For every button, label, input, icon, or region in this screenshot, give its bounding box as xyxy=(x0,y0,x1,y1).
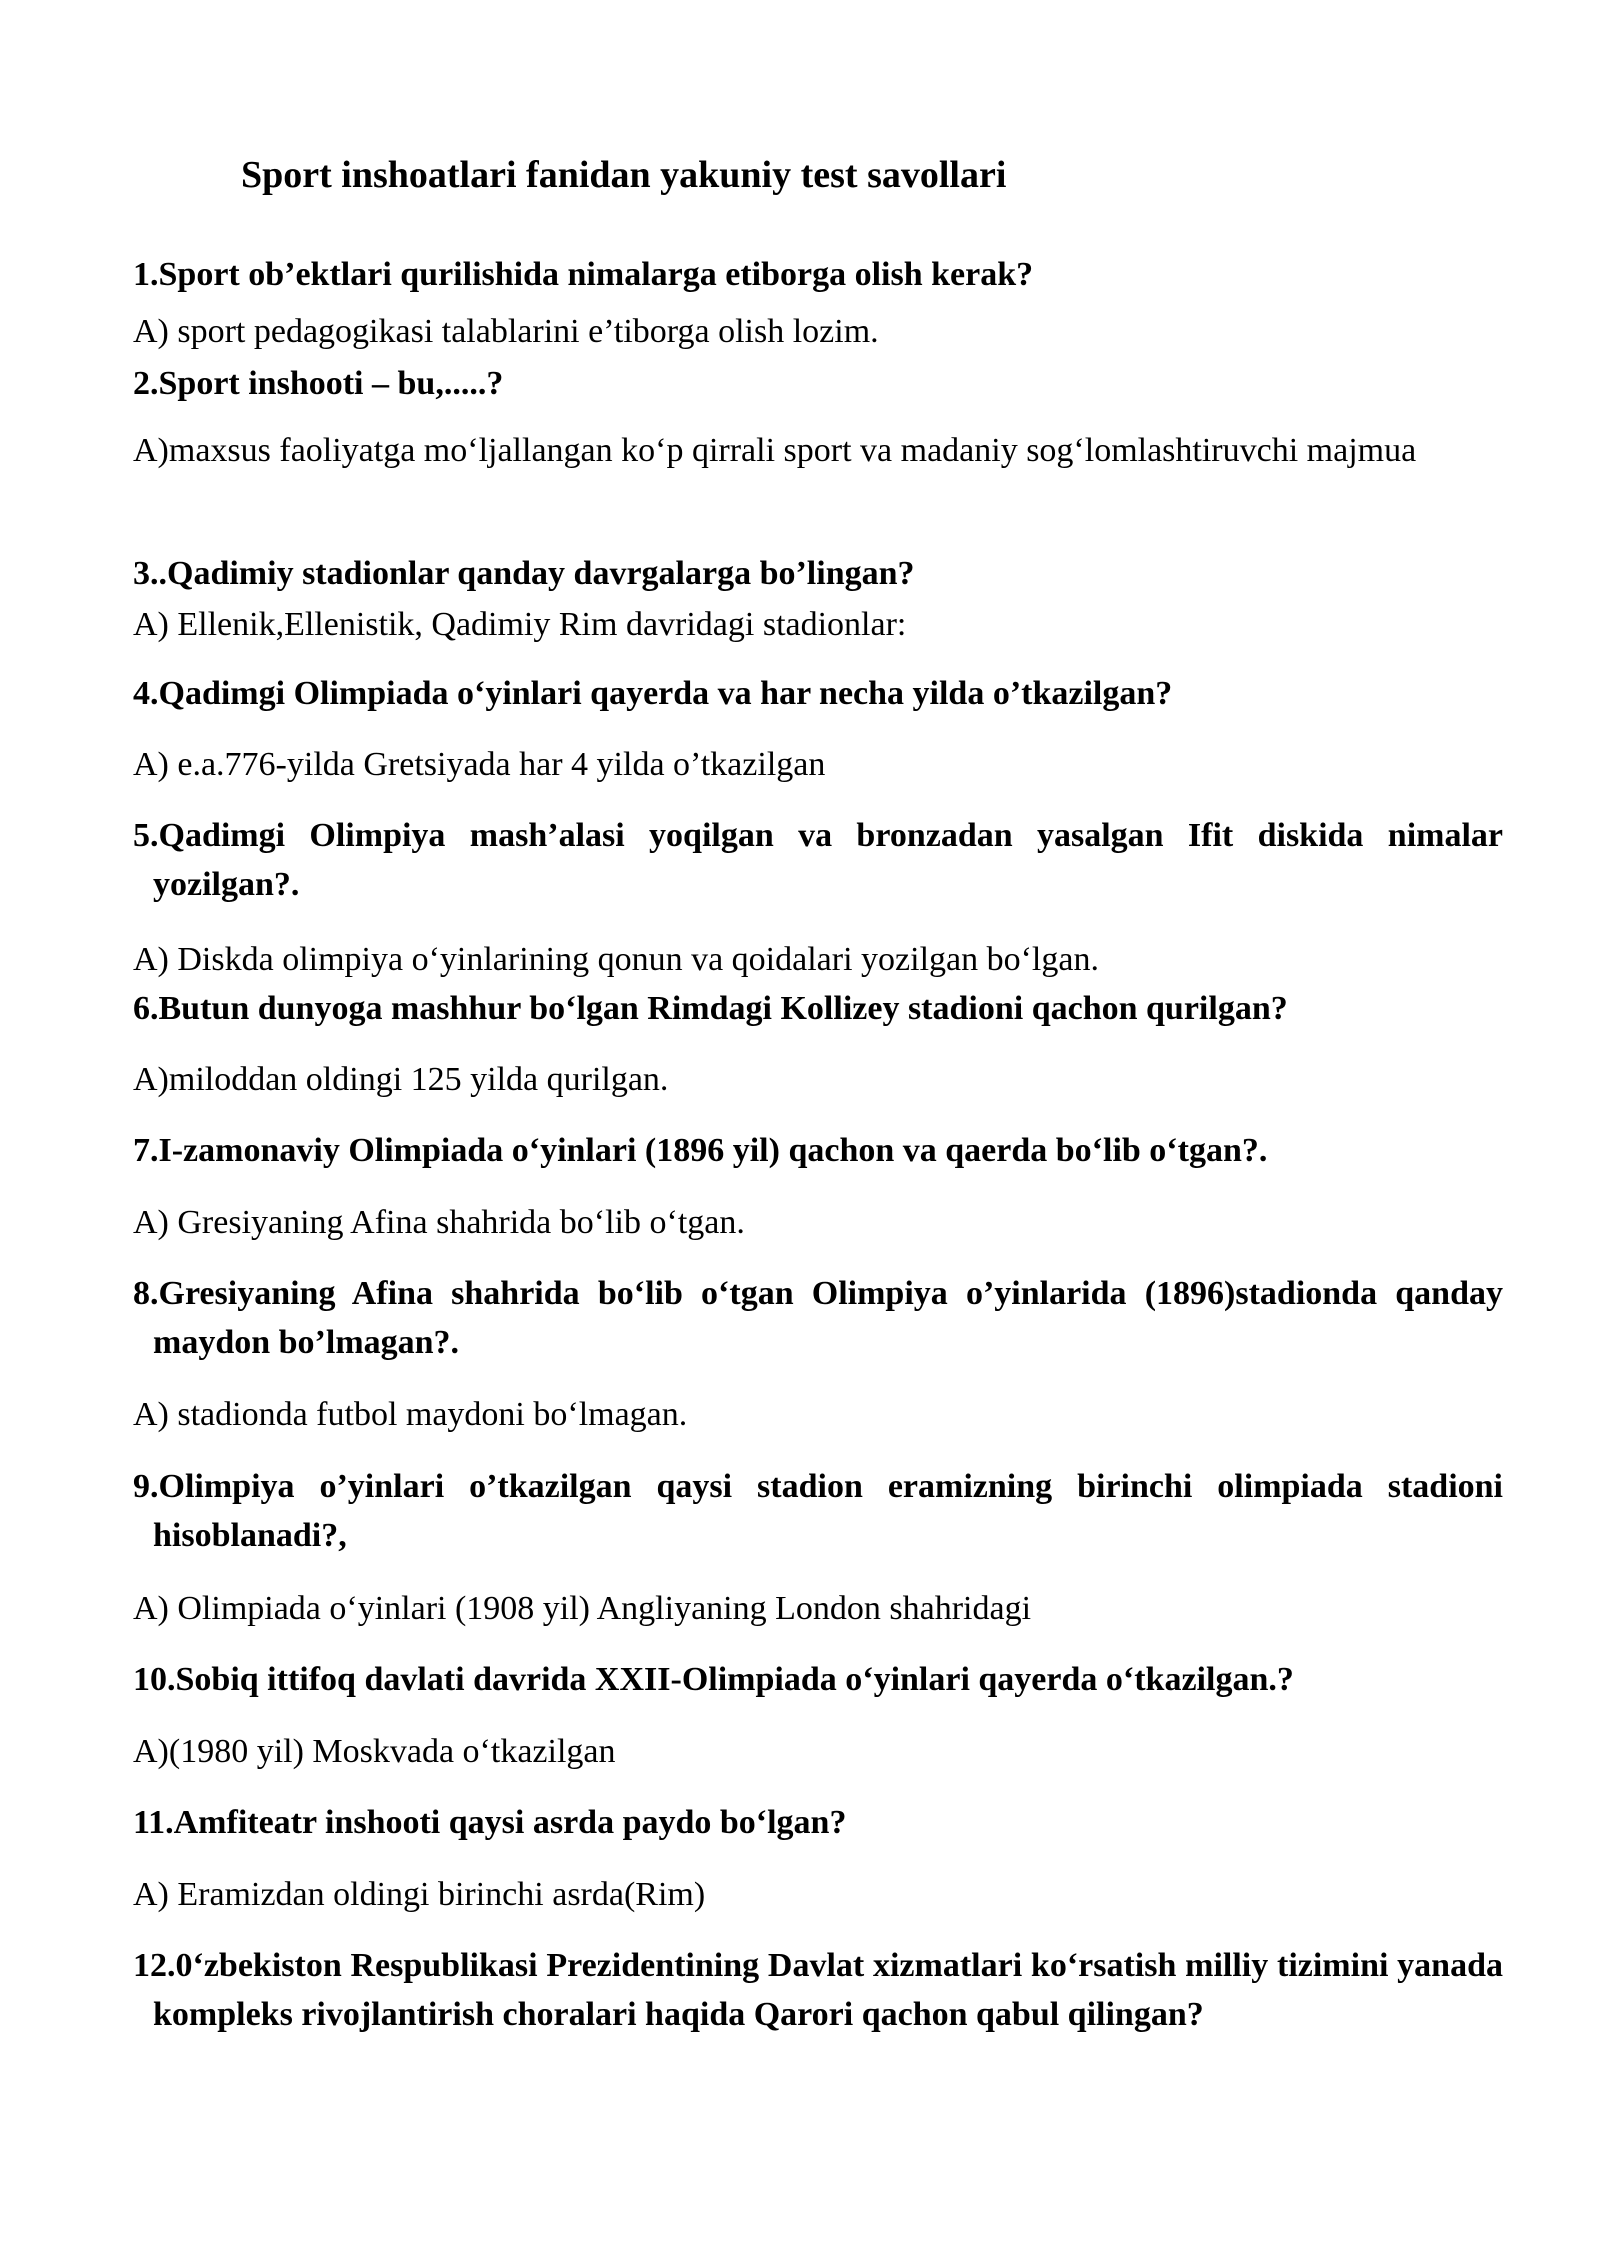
question-8: 8.Gresiyaning Afina shahrida bo‘lib o‘tgan Olimpiya o’yinlarida (1896)stadionda qanday maydon bo’lmagan?. xyxy=(133,1275,1503,1361)
question-9: 9.Olimpiya o’yinlari o’tkazilgan qaysi stadion eramizning birinchi olimpiada stadioni hisoblanadi?, xyxy=(133,1468,1503,1554)
answer-2: A)maxsus faoliyatga mo‘ljallangan ko‘p qirrali sport va madaniy sog‘lomlashtiruvchi majmua xyxy=(133,432,1417,469)
answer-11: A) Eramizdan oldingi birinchi asrda(Rim) xyxy=(133,1876,706,1913)
answer-4: A) e.a.776-yilda Gretsiyada har 4 yilda o’tkazilgan xyxy=(133,746,826,783)
question-12: 12.0‘zbekiston Respublikasi Prezidentining Davlat xizmatlari ko‘rsatish milliy tizimini yanada kompleks rivojlantirish choralari haqida Qarori qachon qabul qilingan? xyxy=(133,1947,1503,2033)
question-11: 11.Amfiteatr inshooti qaysi asrda paydo bo‘lgan? xyxy=(133,1804,847,1841)
answer-9: A) Olimpiada o‘yinlari (1908 yil) Angliyaning London shahridagi xyxy=(133,1590,1032,1627)
answer-10: A)(1980 yil) Moskvada o‘tkazilgan xyxy=(133,1733,616,1770)
question-3: 3..Qadimiy stadionlar qanday davrgalarga bo’lingan? xyxy=(133,555,915,592)
answer-3: A) Ellenik,Ellenistik, Qadimiy Rim davridagi stadionlar: xyxy=(133,606,907,643)
document-title: Sport inshoatlari fanidan yakuniy test savollari xyxy=(241,154,1007,196)
answer-7: A) Gresiyaning Afina shahrida bo‘lib o‘tgan. xyxy=(133,1204,745,1241)
question-10: 10.Sobiq ittifoq davlati davrida XXII-Olimpiada o‘yinlari qayerda o‘tkazilgan.? xyxy=(133,1661,1294,1698)
question-7: 7.I-zamonaviy Olimpiada o‘yinlari (1896 yil) qachon va qaerda bo‘lib o‘tgan?. xyxy=(133,1132,1268,1169)
question-2: 2.Sport inshooti – bu,.....? xyxy=(133,365,504,402)
question-6: 6.Butun dunyoga mashhur bo‘lgan Rimdagi Kollizey stadioni qachon qurilgan? xyxy=(133,990,1288,1027)
answer-6: A)miloddan oldingi 125 yilda qurilgan. xyxy=(133,1061,669,1098)
answer-8: A) stadionda futbol maydoni bo‘lmagan. xyxy=(133,1396,688,1433)
answer-5: A) Diskda olimpiya o‘yinlarining qonun va qoidalari yozilgan bo‘lgan. xyxy=(133,941,1099,978)
answer-1: A) sport pedagogikasi talablarini e’tiborga olish lozim. xyxy=(133,313,879,350)
question-5: 5.Qadimgi Olimpiya mash’alasi yoqilgan va bronzadan yasalgan Ifit diskida nimalar yozilgan?. xyxy=(133,817,1503,903)
question-4: 4.Qadimgi Olimpiada o‘yinlari qayerda va har necha yilda o’tkazilgan? xyxy=(133,675,1173,712)
question-1: 1.Sport ob’ektlari qurilishida nimalarga etiborga olish kerak? xyxy=(133,256,1034,293)
